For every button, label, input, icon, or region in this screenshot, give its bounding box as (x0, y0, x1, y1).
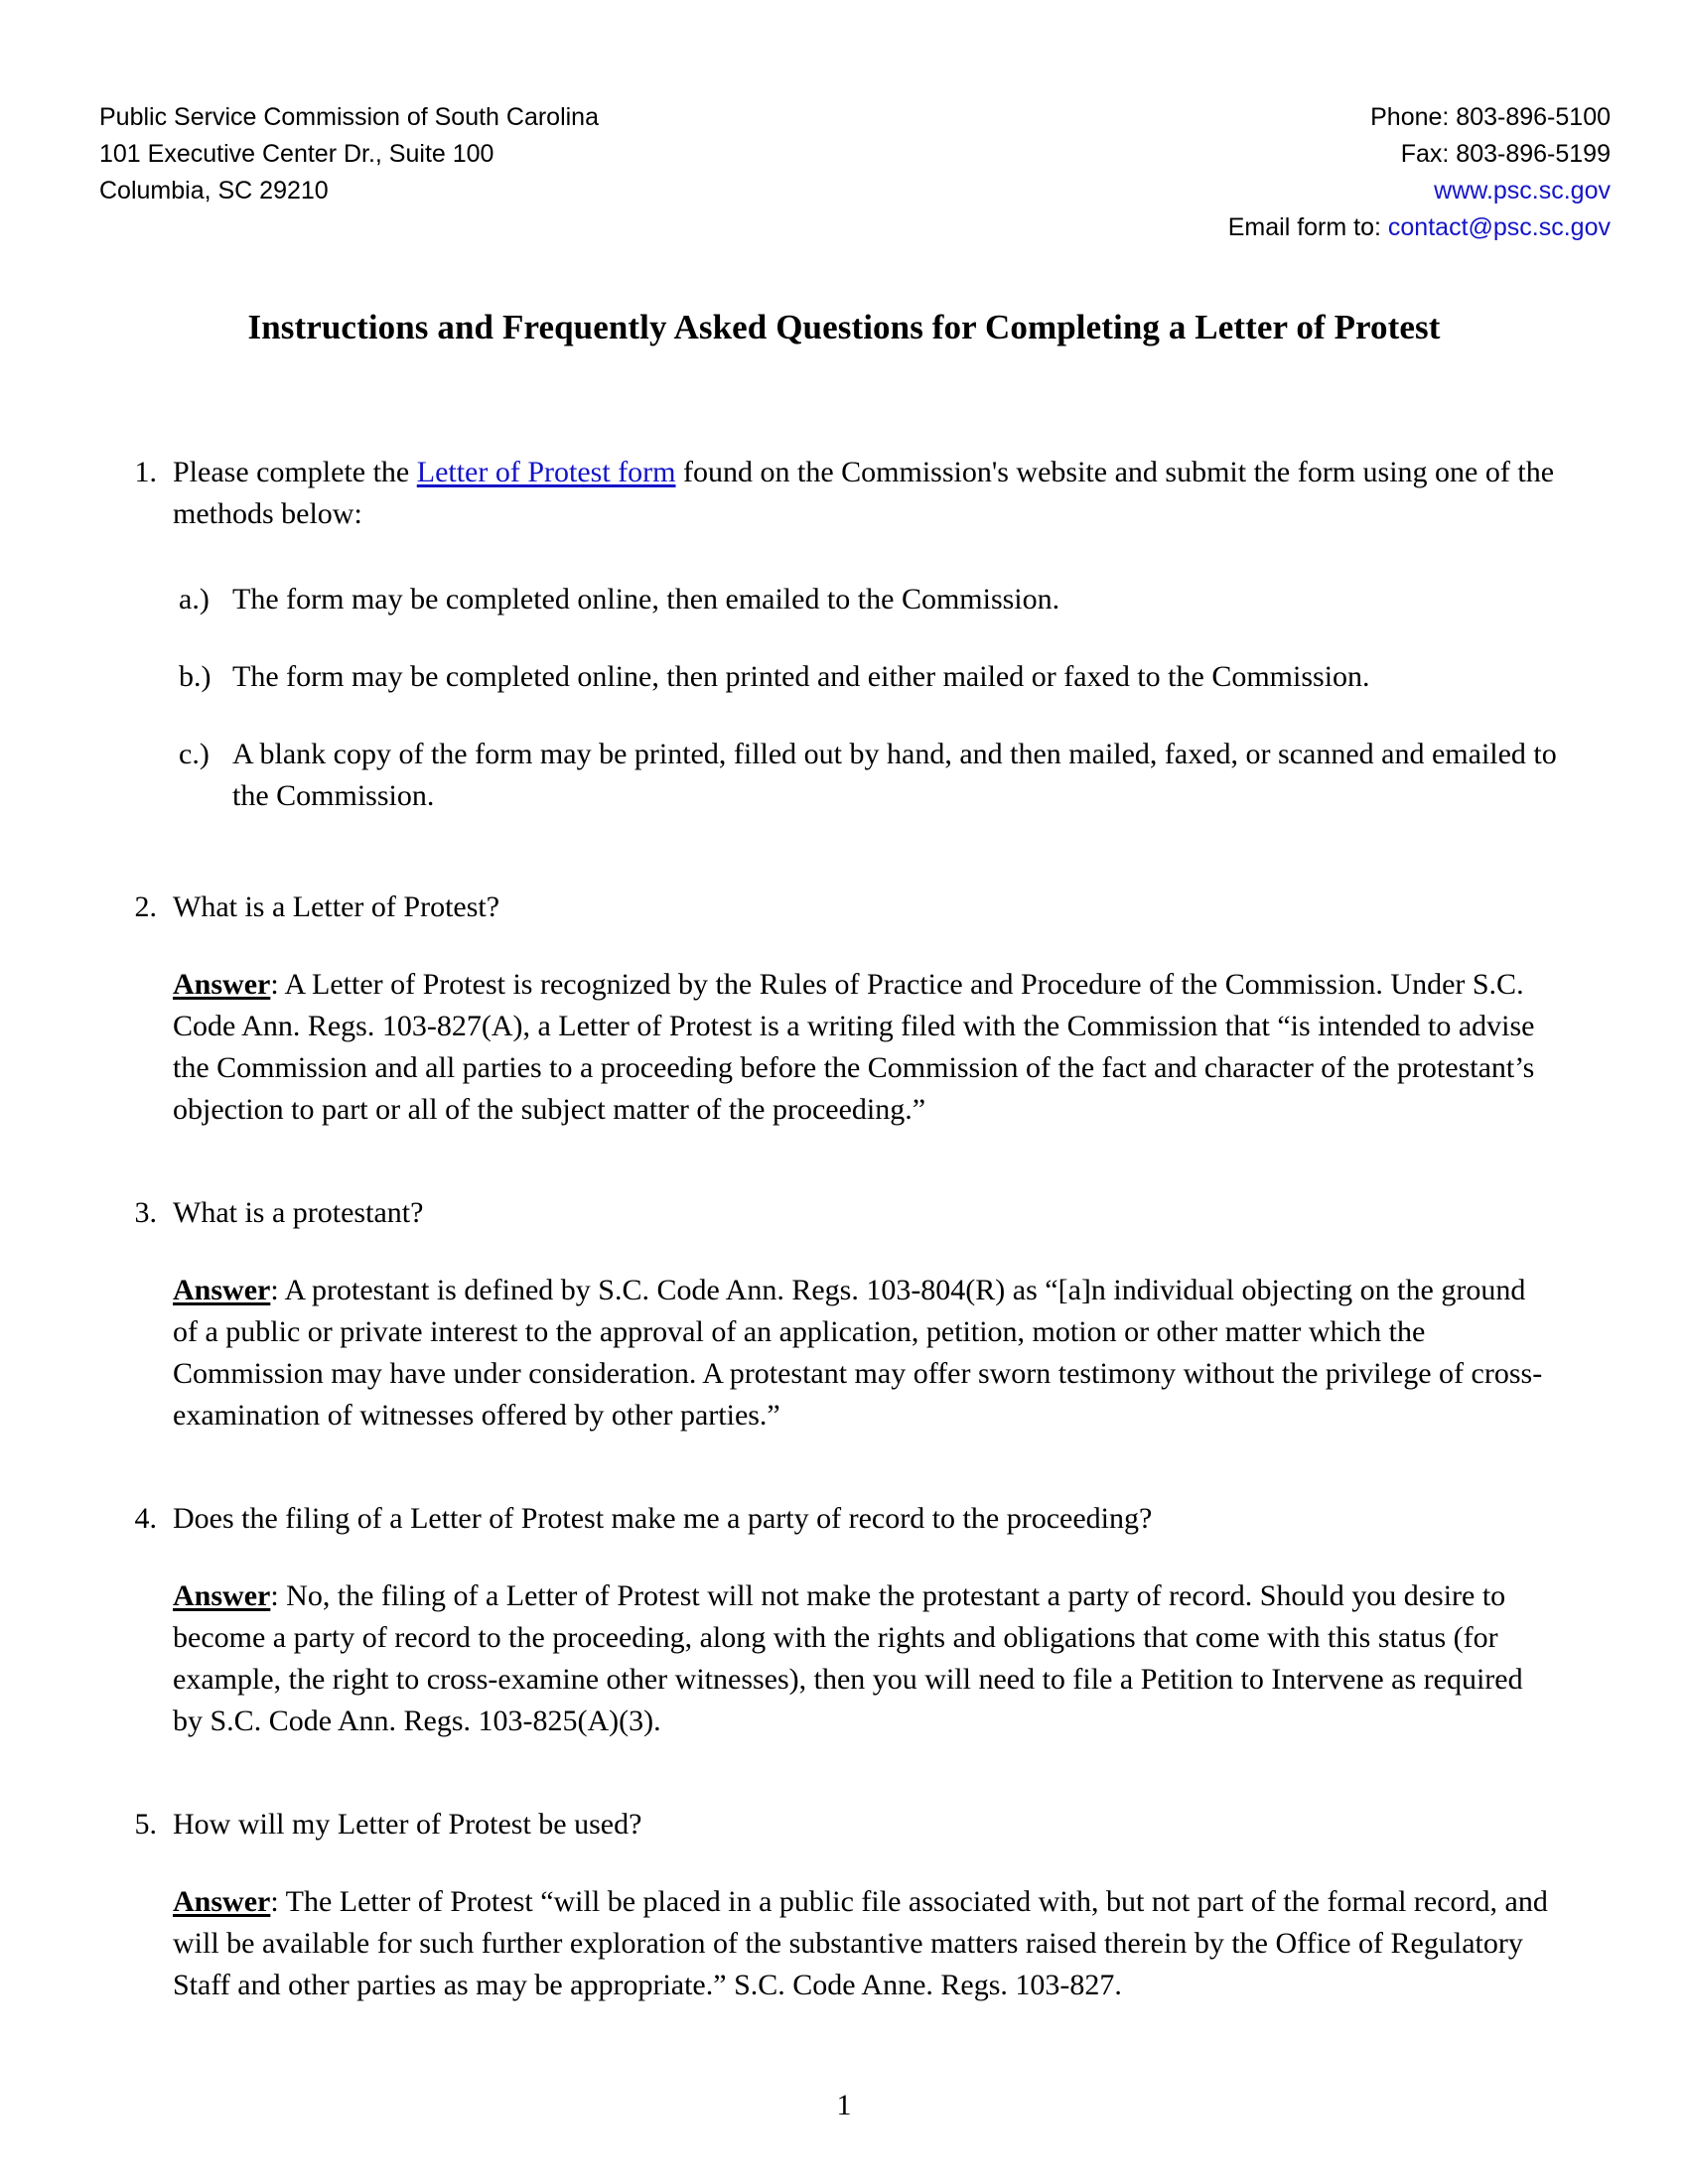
agency-name: Public Service Commission of South Carolina (99, 103, 599, 131)
faq-item-4-number: 4. (134, 1502, 157, 1535)
letter-of-protest-form-link[interactable]: Letter of Protest form (416, 456, 676, 488)
faq-item-1-subitem-a-text: The form may be completed online, then emailed to the Commission. (232, 583, 1060, 615)
faq-item-2-answer-text: : A Letter of Protest is recognized by the Rules of Practice and Procedure of the Commission. Under S.C. Code Ann. Regs. 103-827(A), a Letter of Protest is a writing filed with the Commission that “is intended to advise the Commission and all parties to a proceeding before the Commission of the fact and character of the protestant’s objection to part or all of the subject matter of the proceeding.” (173, 968, 1535, 1126)
faq-item-4-answer (173, 1575, 1557, 1742)
faq-item-4 (117, 1498, 1557, 1540)
faq-item-1-question-suffix: found on the Commission's website and submit the form using one of the methods below: (173, 456, 1555, 530)
faq-item-4-answer-text: : No, the filing of a Letter of Protest will not make the protestant a party of record. Should you desire to become a party of record to the proceeding, along with the rights and obligations that come with this status (for example, the right to cross-examine other witnesses), then you will need to file a Petition to Intervene as required by S.C. Code Ann. Regs. 103-825(A)(3). (173, 1579, 1523, 1737)
letterhead-address-block (99, 99, 599, 209)
faq-item-5-answer-text: : The Letter of Protest “will be placed in a public file associated with, but not part of the formal record, and will be available for such further exploration of the substantive matters raised therein by the Office of Regulatory Staff and other parties as may be appropriate.” S.C. Code Anne. Regs. 103-827. (173, 1885, 1548, 2001)
website-link[interactable]: www.psc.sc.gov (1434, 177, 1611, 205)
faq-item-2-answer-label: Answer (173, 968, 271, 1001)
faq-item-5-answer (173, 1881, 1557, 2006)
faq-item-1-subitem-b-text: The form may be completed online, then printed and either mailed or faxed to the Commission. (232, 660, 1370, 693)
faq-item-5-number: 5. (134, 1808, 157, 1841)
email-link[interactable]: contact@psc.sc.gov (1387, 213, 1611, 241)
faq-item-1-subitem-c-text: A blank copy of the form may be printed, filled out by hand, and then mailed, faxed, or scanned and emailed to the Commission. (232, 738, 1557, 812)
faq-item-4-answer-label: Answer (173, 1579, 271, 1612)
letterhead (99, 99, 1611, 246)
address-line-2: Columbia, SC 29210 (99, 177, 329, 205)
fax-number: Fax: 803-896-5199 (1400, 140, 1611, 168)
page-number: 1 (836, 2089, 852, 2121)
faq-item-1-subitem-a (179, 579, 1557, 620)
faq-item-1-subitem-c (179, 734, 1557, 817)
website-link-row (1228, 173, 1611, 209)
faq-item-1-subitem-a-label: a.) (179, 583, 210, 615)
page-title: Instructions and Frequently Asked Questions for Completing a Letter of Protest (247, 308, 1441, 346)
faq-item-2 (117, 887, 1557, 928)
faq-item-3-question: What is a protestant? (173, 1196, 424, 1229)
faq-item-5 (117, 1804, 1557, 1845)
faq-item-3-number: 3. (134, 1196, 157, 1229)
faq-item-1-subitem-b (179, 656, 1557, 698)
faq-item-3-answer-label: Answer (173, 1274, 271, 1306)
faq-item-1 (117, 452, 1557, 535)
address-line-1: 101 Executive Center Dr., Suite 100 (99, 140, 494, 168)
faq-item-1-subitem-c-label: c.) (179, 738, 210, 770)
document-body (117, 452, 1557, 2006)
faq-item-2-answer (173, 964, 1557, 1131)
faq-item-1-question-prefix: Please complete the (173, 456, 417, 488)
faq-item-3 (117, 1192, 1557, 1234)
faq-item-5-answer-label: Answer (173, 1885, 271, 1918)
faq-item-2-number: 2. (134, 890, 157, 923)
faq-item-4-question: Does the filing of a Letter of Protest make me a party of record to the proceeding? (173, 1502, 1153, 1535)
faq-item-5-question: How will my Letter of Protest be used? (173, 1808, 642, 1841)
email-row (1228, 209, 1611, 246)
letterhead-contact-block (1228, 99, 1611, 246)
phone-number: Phone: 803-896-5100 (1370, 103, 1611, 131)
faq-item-3-answer (173, 1270, 1557, 1436)
faq-item-1-subitem-b-label: b.) (179, 660, 211, 693)
email-prefix-label: Email form to: (1227, 213, 1388, 241)
faq-item-1-number: 1. (134, 456, 157, 488)
faq-item-2-question: What is a Letter of Protest? (173, 890, 500, 923)
faq-item-3-answer-text: : A protestant is defined by S.C. Code Ann. Regs. 103-804(R) as “[a]n individual objecting on the ground of a public or private interest to the approval of an application, petition, motion or other matter which the Commission may have under consideration. A protestant may offer sworn testimony without the privilege of cross-examination of witnesses offered by other parties.” (173, 1274, 1543, 1432)
faq-item-1-question (173, 452, 1557, 535)
